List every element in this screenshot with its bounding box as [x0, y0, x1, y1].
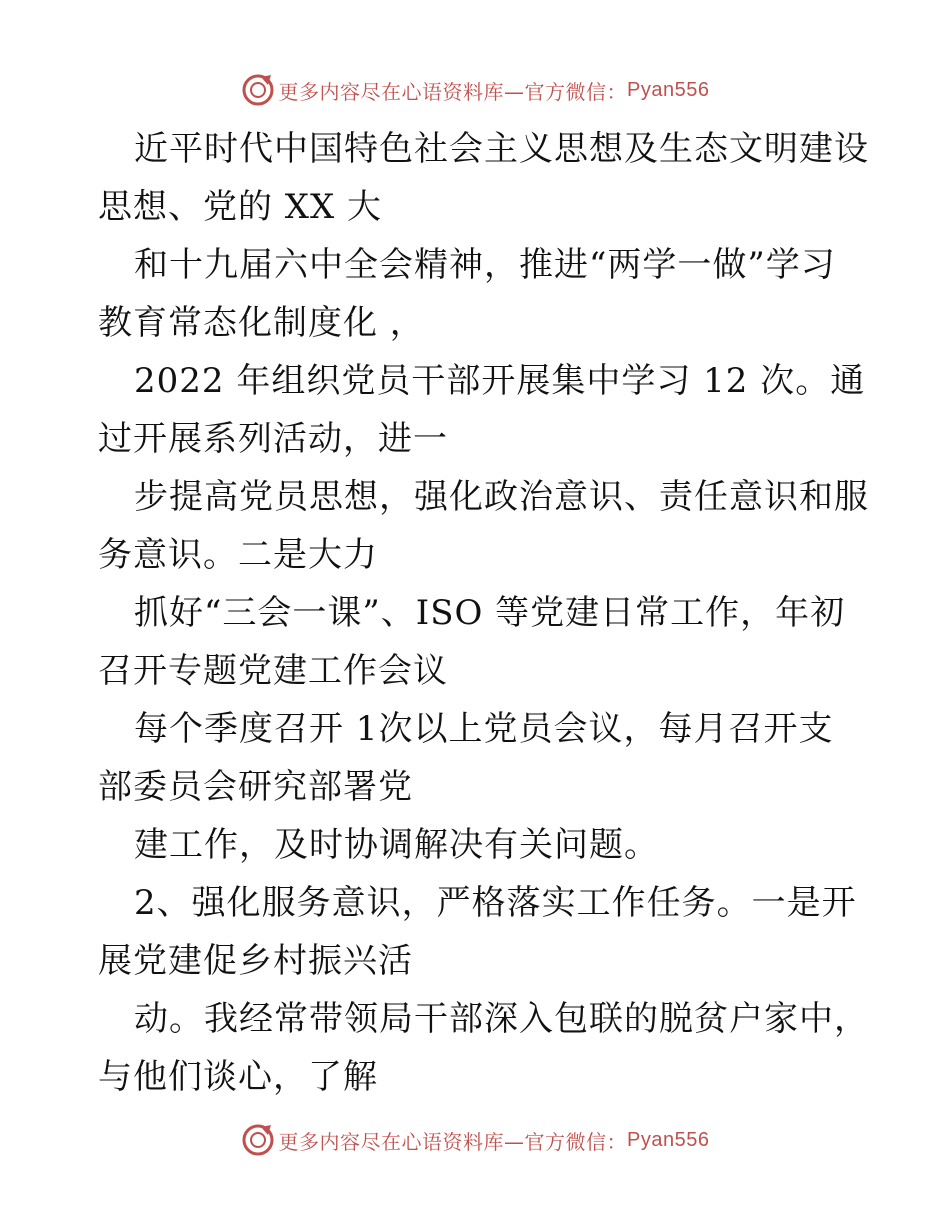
text-line: 与他们谈心，了解 — [98, 1057, 378, 1097]
text-line: 过开展系列活动，进一 — [98, 419, 448, 459]
text-line: 每个季度召开 1次以上党员会议，每月召开支 — [134, 709, 834, 749]
header-wechat-id: Pyan556 — [627, 78, 710, 101]
xinyu-logo-icon — [241, 73, 275, 107]
text-line: 动。我经常带领局干部深入包联的脱贫户家中， — [134, 999, 869, 1039]
document-body — [98, 120, 869, 1106]
text-line: 展党建促乡村振兴活 — [98, 941, 413, 981]
text-line: 教育常态化制度化 ， — [98, 303, 425, 343]
text-line: 部委员会研究部署党 — [98, 767, 413, 807]
text-line: 务意识。二是大力 — [98, 535, 378, 575]
xinyu-logo-icon — [241, 1123, 275, 1157]
text-line: 思想、党的 XX 大 — [98, 187, 383, 227]
text-line: 近平时代中国特色社会主义思想及生态文明建设 — [134, 129, 869, 169]
text-line: 2022 年组织党员干部开展集中学习 12 次。通 — [134, 361, 866, 401]
header-banner — [0, 70, 950, 110]
footer-wechat-id: Pyan556 — [627, 1128, 710, 1151]
text-line: 建工作，及时协调解决有关问题。 — [134, 825, 659, 865]
header-banner-text: 更多内容尽在心语资料库—官方微信： — [278, 79, 628, 104]
text-line: 抓好“三会一课”、ISO 等党建日常工作，年初 — [134, 593, 846, 633]
text-line: 和十九届六中全会精神，推进“两学一做”学习 — [134, 245, 836, 285]
text-line: 2、强化服务意识，严格落实工作任务。一是开 — [134, 883, 857, 923]
footer-banner-text: 更多内容尽在心语资料库—官方微信： — [278, 1129, 628, 1154]
text-line: 步提高党员思想，强化政治意识、责任意识和服 — [134, 477, 869, 517]
footer-banner — [0, 1120, 950, 1160]
text-line: 召开专题党建工作会议 — [98, 651, 448, 691]
